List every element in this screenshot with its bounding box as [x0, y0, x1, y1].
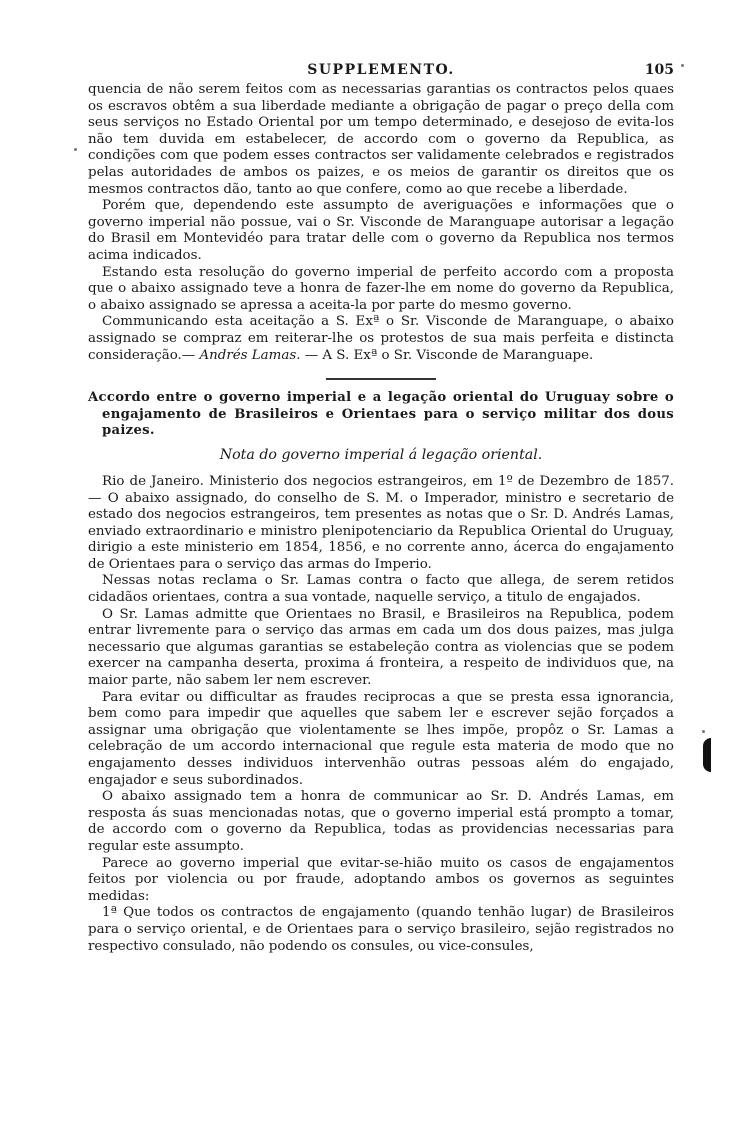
- running-title: SUPPLEMENTO.: [307, 62, 455, 78]
- paragraph: Rio de Janeiro. Ministerio dos negocios estrangeiros, em 1º de Dezembro de 1857. — O abaixo assignado, do conselho de S. M. o Imperador, ministro e secretario de estado dos negocios estrangeiros, tem presentes as notas que o Sr. D. Andrés Lamas, enviado extraordinario e ministro plenipotenciario da Republica Oriental do Uruguay, dirigio a este ministerio em 1854, 1856, e no corrente anno, ácerca do engajamento de Orientaes para o serviço das armas do Imperio.: [88, 473, 674, 572]
- ink-speck: [74, 148, 77, 151]
- addressee: — A S. Exª o Sr. Visconde de Maranguape.: [304, 347, 594, 363]
- ink-speck: [681, 64, 684, 67]
- paragraph: Porém que, dependendo este assumpto de averiguações e informações que o governo imperial não possue, vai o Sr. Visconde de Maranguape autorisar a legação do Brasil em Montevidéo para tratar delle com o governo da Republica nos termos acima indicados.: [88, 198, 674, 263]
- section-title: Accordo entre o governo imperial e a legação oriental do Uruguay sobre o engajamento de Brasileiros e Orientaes para o serviço militar dos dous paizes.: [88, 390, 674, 438]
- paragraph-continuation: quencia de não serem feitos com as necessarias garantias os contractos pelos quaes os escravos obtêm a sua liberdade mediante a obrigação de pagar o preço della com seus serviços no Estado Oriental por um tempo determinado, e desejoso de evita-los não tem duvida em estabelecer, de accordo com o governo da Republica, as condições com que podem esses contractos ser validamente celebrados e registrados pelas autoridades de ambos os paizes, e os meios de garantir os direitos que os mesmos contractos dão, tanto ao que confere, como ao que recebe a liberdade.: [88, 82, 674, 197]
- ink-speck: [702, 730, 705, 733]
- paragraph: O abaixo assignado tem a honra de communicar ao Sr. D. Andrés Lamas, em resposta ás suas mencionadas notas, que o governo imperial está prompto a tomar, de accordo com o governo da Republica, todas as providencias necessarias para regular este assumpto.: [88, 789, 674, 854]
- document-page: [88, 62, 674, 955]
- signature: Andrés Lamas.: [199, 347, 301, 363]
- closing-text: Communicando esta aceitação a S. Exª o Sr. Visconde de Maranguape, o abaixo assignado se compraz em reiterar-lhe os protestos de sua mais perfeita e distincta consideração.—: [88, 314, 674, 363]
- section-divider: [326, 378, 436, 380]
- section-subtitle: Nota do governo imperial á legação oriental.: [219, 447, 543, 464]
- margin-ink-mark: [703, 738, 711, 772]
- page-header: [88, 62, 674, 80]
- paragraph: Para evitar ou difficultar as fraudes reciprocas a que se presta essa ignorancia, bem como para impedir que aquelles que sabem ler e escrever sejão forçados a assignar uma obrigação que violentamente se lhes impõe, propôz o Sr. Lamas a celebração de um accordo internacional que regule esta materia de modo que no engajamento desses individuos intervenhão outras pessoas além do engajado, engajador e seus subordinados.: [88, 689, 674, 788]
- paragraph: O Sr. Lamas admitte que Orientaes no Brasil, e Brasileiros na Republica, podem entrar livremente para o serviço das armas em cada um dos dous paizes, mas julga necessario que algumas garantias se estabeleção contra as violencias que se podem exercer na campanha deserta, proxima á fronteira, a respeito de individuos que, na maior parte, não sabem ler nem escrever.: [88, 606, 674, 689]
- page-number: 105: [644, 62, 674, 78]
- closing-paragraph: [88, 314, 674, 364]
- paragraph: Parece ao governo imperial que evitar-se-hião muito os casos de engajamentos feitos por violencia ou por fraude, adoptando ambos os governos as seguintes medidas:: [88, 855, 674, 904]
- paragraph: Estando esta resolução do governo imperial de perfeito accordo com a proposta que o abaixo assignado teve a honra de fazer-lhe em nome do governo da Republica, o abaixo assignado se apressa a aceita-la por parte do mesmo governo.: [88, 264, 674, 313]
- paragraph: Nessas notas reclama o Sr. Lamas contra o facto que allega, de serem retidos cidadãos orientaes, contra a sua vontade, naquelle serviço, a titulo de engajados.: [88, 573, 674, 606]
- numbered-item: 1ª Que todos os contractos de engajamento (quando tenhão lugar) de Brasileiros para o serviço oriental, e de Orientaes para o serviço brasileiro, sejão registrados no respectivo consulado, não podendo os consules, ou vice-consules,: [88, 905, 674, 954]
